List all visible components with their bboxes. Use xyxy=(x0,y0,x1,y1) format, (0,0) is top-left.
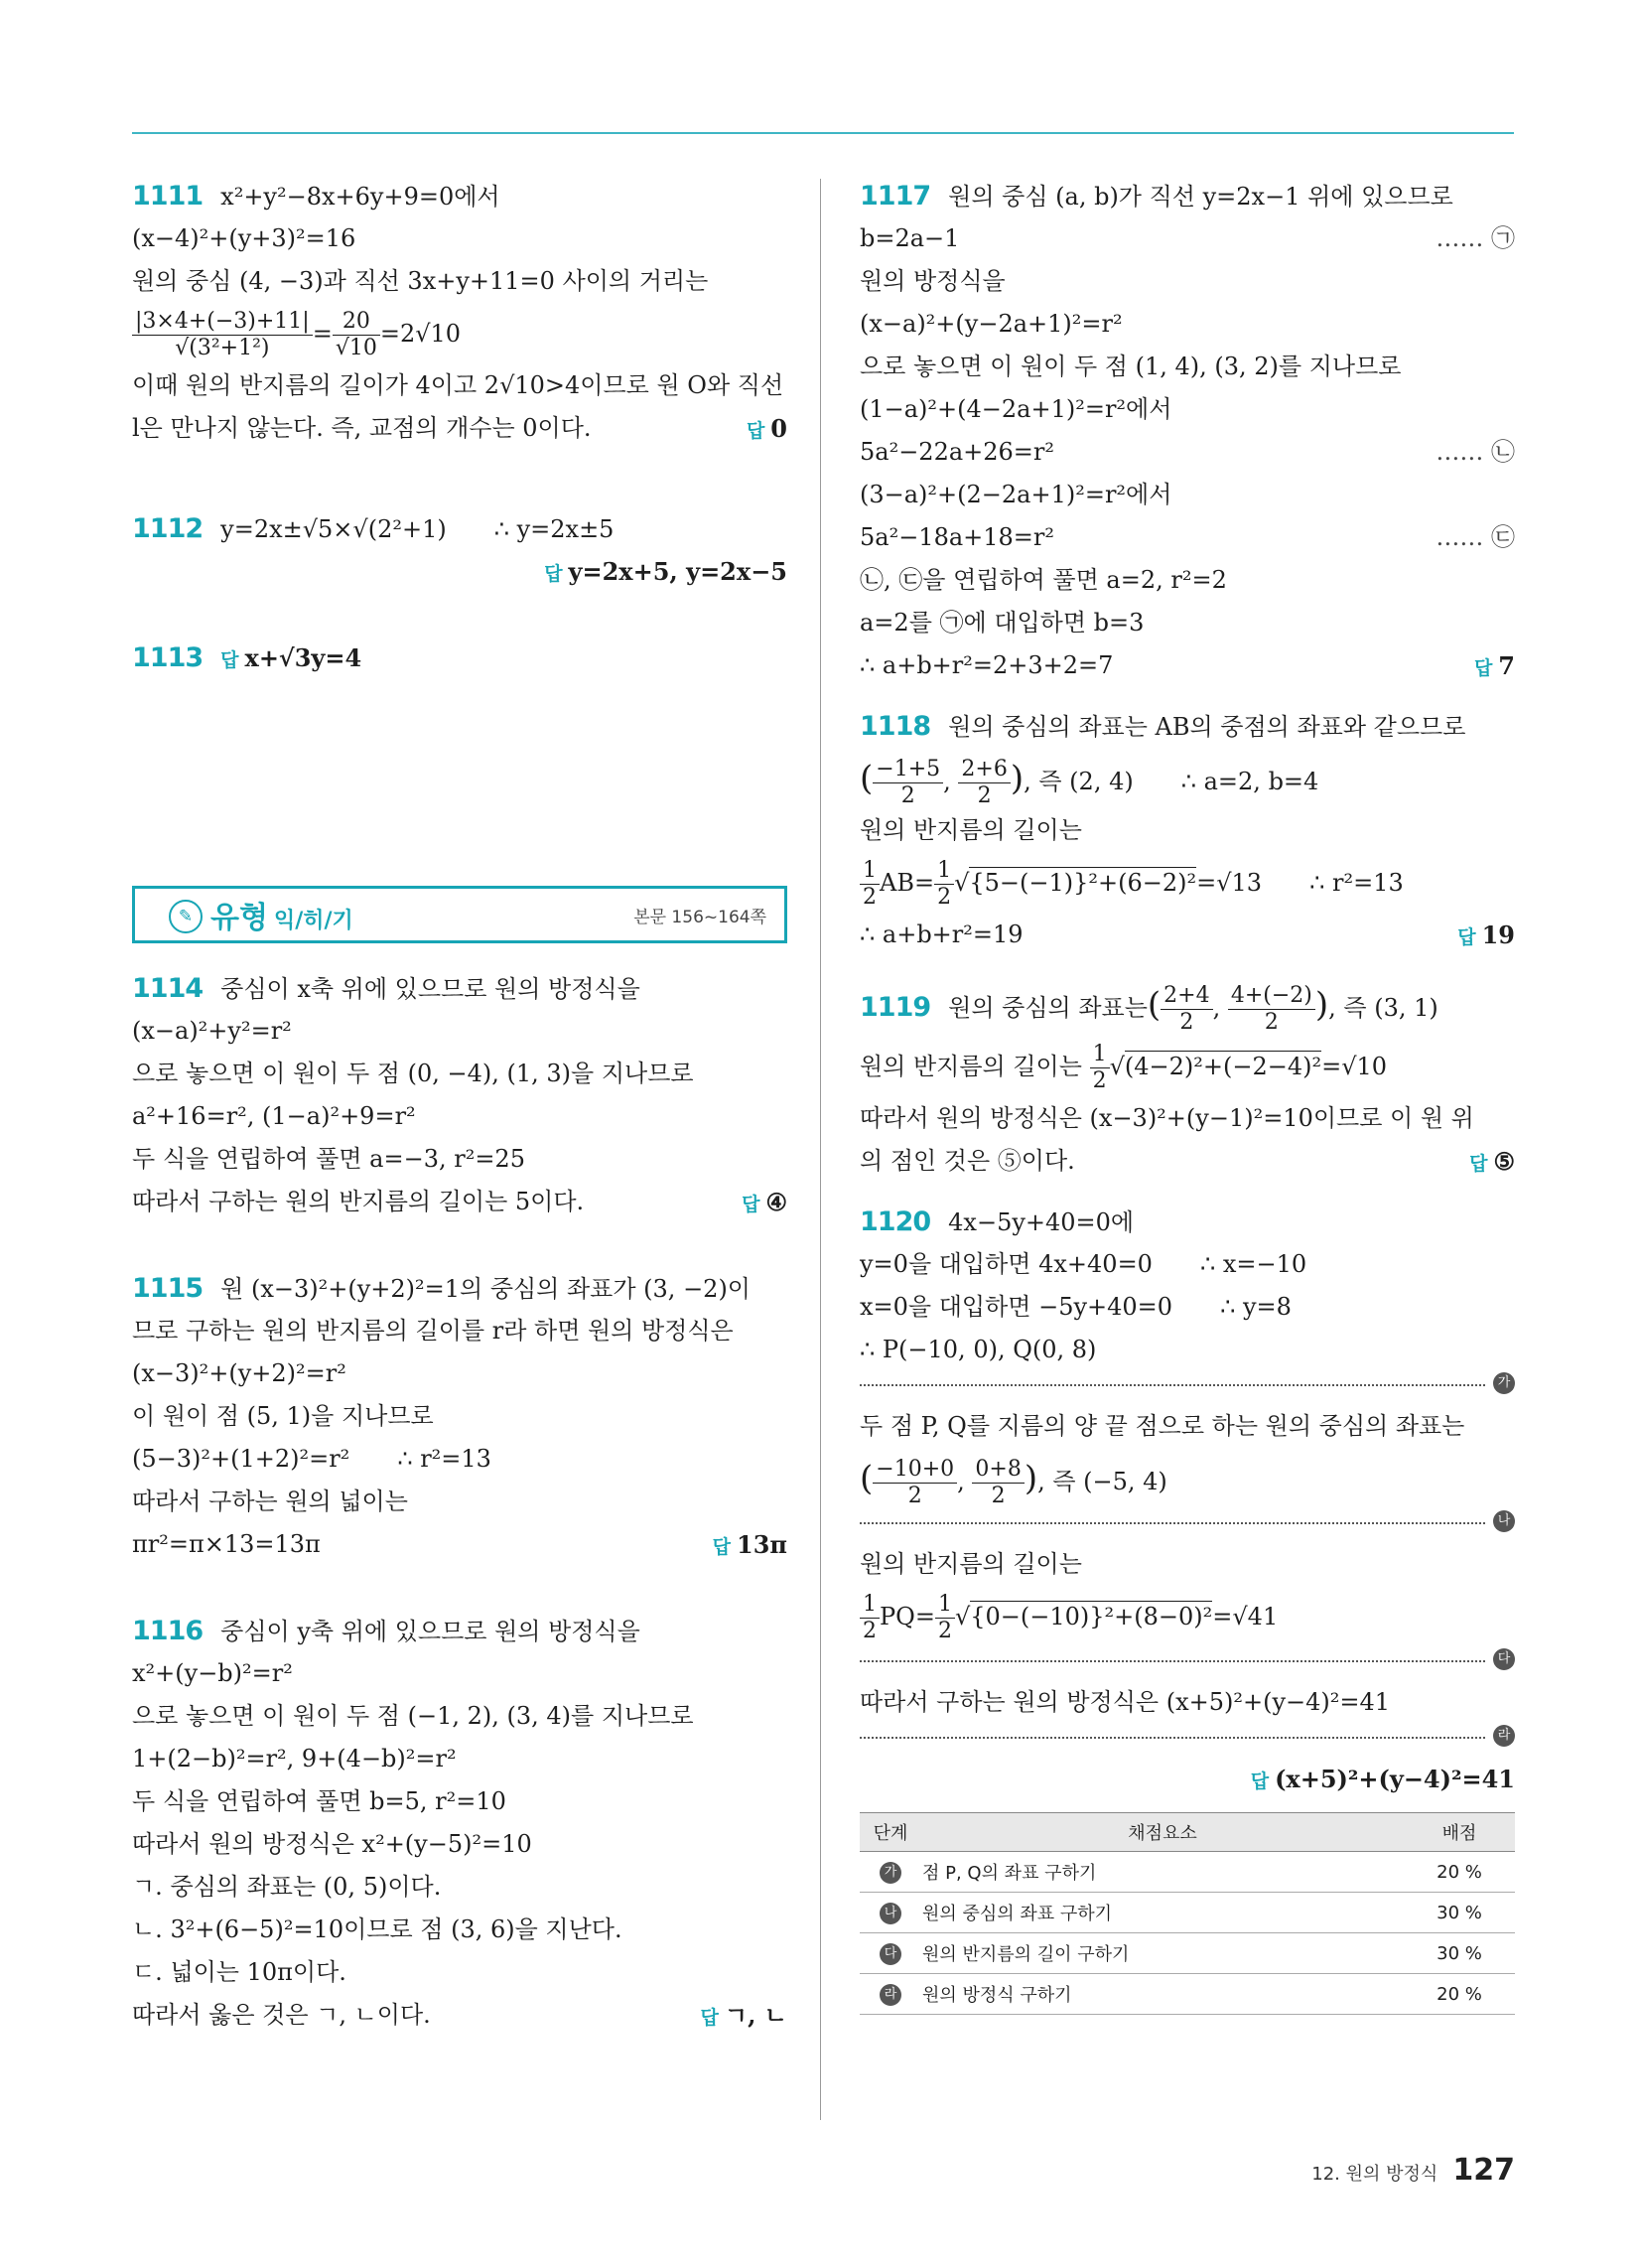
right-column xyxy=(860,175,1515,2015)
problem-number: 1119 xyxy=(860,992,931,1023)
problem-1112: 1112 y=2x±√5×√(2²+1) ∴ y=2x±5 답 y=2x+5, y=2x−5 xyxy=(132,507,787,593)
radius-formula: $\frac{1}{2}$ AB= $\frac{1}{2}$ √{5−(−1)}²+(6−2)²=√13 ∴ r²=13 xyxy=(860,852,1515,914)
problem-number: 1115 xyxy=(132,1273,204,1304)
answer: 답 19 xyxy=(1457,921,1515,949)
step-separator xyxy=(860,1513,1515,1533)
problem-number: 1113 xyxy=(132,642,204,673)
problem-1118: 1118 원의 중심의 좌표는 AB의 중점의 좌표와 같으므로 ( $\frac{-1+5}{2}$ , $\frac{2+6}{2}$ ), 즉 (2, 4) ∴ a=2, b=4 원의 반지름의 길이는 $\frac{1}{2}$ AB= $\frac{1}{2}$ √{5−(−1)}²+(6−2)²=√13 ∴ r²=13 ∴ a+b+r²=19 답 19 xyxy=(860,705,1515,956)
problem-number: 1116 xyxy=(132,1616,204,1646)
problem-1116: 1116 중심이 y축 위에 있으므로 원의 방정식을 x²+(y−b)²=r² 으로 놓으면 이 원이 두 점 (−1, 2), (3, 4)를 지나므로 1+(2−b)²=r², 9+(4−b)²=r² 두 식을 연립하여 풀면 b=5, r²=10 따라서 원의 방정식은 x²+(y−5)²=10 ㄱ. 중심의 좌표는 (0, 5)이다. ㄴ. 3²+(6−5)²=10이므로 점 (3, 6)을 지난다. ㄷ. 넓이는 10π이다. 따라서 옳은 것은 ㄱ, ㄴ이다. 답 ㄱ, ㄴ xyxy=(132,1610,787,2037)
step-separator xyxy=(860,1375,1515,1395)
step-marker: 라 xyxy=(1493,1725,1515,1747)
step-marker: 나 xyxy=(1493,1510,1515,1532)
left-column xyxy=(132,175,787,2037)
step-marker: 다 xyxy=(1493,1648,1515,1670)
step-separator xyxy=(860,1651,1515,1671)
problem-number: 1112 xyxy=(132,513,204,544)
table-header: 배점 xyxy=(1404,1813,1515,1852)
problem-1115: 1115 원 (x−3)²+(y+2)²=1의 중심의 좌표가 (3, −2)이 므로 구하는 원의 반지름의 길이를 r라 하면 원의 방정식은 (x−3)²+(y+2)²=r² 이 원이 점 (5, 1)을 지나므로 (5−3)²+(1+2)²=r² ∴ r²=13 따라서 구하는 원의 넓이는 πr²=π×13=13π 답 13π xyxy=(132,1267,787,1566)
page-footer xyxy=(1311,2153,1515,2188)
answer: 답 (x+5)²+(y−4)²=41 xyxy=(1250,1765,1515,1793)
answer: 답 y=2x+5, y=2x−5 xyxy=(544,557,787,586)
problem-1117: 1117 원의 중심 (a, b)가 직선 y=2x−1 위에 있으므로 b=2a−1 …… ㉠ 원의 방정식을 (x−a)²+(y−2a+1)²=r² 으로 놓으면 이 원이 두 점 (1, 4), (3, 2)를 지나므로 (1−a)²+(4−2a+1)²=r²에서 5a²−22a+26=r² …… ㉡ (3−a)²+(2−2a+1)²=r²에서 5a²−18a+18=r² …… ㉢ ㉡, ㉢을 연립하여 풀면 a=2, r²=2 a=2를 ㉠에 대입하면 b=3 ∴ a+b+r²=2+3+2=7 답 7 xyxy=(860,175,1515,687)
midpoint-formula: ( $\frac{-1+5}{2}$ , $\frac{2+6}{2}$ ), 즉 (2, 4) ∴ a=2, b=4 xyxy=(860,757,1319,808)
step-separator xyxy=(860,1728,1515,1748)
table-row: 라 원의 방정식 구하기 20 % xyxy=(860,1974,1515,2015)
distance-formula: $\frac{|3\times 4+(-3)+11|}{\text{√(3²+1²)}}$ = $\frac{20}{√10}$ =2√10 xyxy=(132,303,787,364)
top-rule xyxy=(132,132,1514,134)
scoring-table xyxy=(860,1812,1515,2015)
section-reference: 본문 156~164쪽 xyxy=(633,908,766,927)
problem-number: 1117 xyxy=(860,181,931,212)
problem-1120: 1120 4x−5y+40=0에 y=0을 대입하면 4x+40=0 ∴ x=−10 x=0을 대입하면 −5y+40=0 ∴ y=8 ∴ P(−10, 0), Q(0, 8) 가 두 점 P, Q를 지름의 양 끝 점으로 하는 원의 중심의 좌표는 ( $\frac{-10+0}{2}$ , $\frac{0+8}{2}$ ), 즉 (−5, 4) 나 원의 반지름의 길이는 $\frac{1}{2}$ PQ= $\frac{1}{2}$ √{0−(−10)}²+(8−0)²=√41 다 따라서 구하는 원의 방정식은 (x+5)²+(y−4)²=41 라 답 (x+5)²+(y−4)²=41 단계 채점요소 배점 가 점 P, Q의 좌표 구하기 20 % 나 원의 중심의 좌표 구하기 30 % 다 원의 반지름의 길이 구하기 30 % 라 원의 방정식 구하기 20 % xyxy=(860,1201,1515,2015)
problem-number: 1120 xyxy=(860,1206,931,1237)
answer: 답 13π xyxy=(712,1530,787,1559)
problem-number: 1111 xyxy=(132,181,204,212)
answer: 답 7 xyxy=(1473,651,1515,680)
answer: 답 ㄱ, ㄴ xyxy=(700,2001,787,2030)
table-row: 가 점 P, Q의 좌표 구하기 20 % xyxy=(860,1852,1515,1893)
chapter-title: 12. 원의 방정식 xyxy=(1311,2164,1438,2185)
problem-1114: 1114 중심이 x축 위에 있으므로 원의 방정식을 (x−a)²+y²=r² 으로 놓으면 이 원이 두 점 (0, −4), (1, 3)을 지나므로 a²+16=r², (1−a)²+9=r² 두 식을 연립하여 풀면 a=−3, r²=25 따라서 구하는 원의 반지름의 길이는 5이다. 답 ④ xyxy=(132,967,787,1223)
answer: 답 0 xyxy=(746,414,787,443)
problem-1119: 1119 원의 중심의 좌표는( $\frac{2+4}{2}$ , $\frac{4+(-2)}{2}$ ), 즉 (3, 1) 원의 반지름의 길이는 $\frac{1}{2}$ √(4−2)²+(−2−4)²=√10 따라서 원의 방정식은 (x−3)²+(y−1)²=10이므로 이 원 위 의 점인 것은 ⑤이다. 답 ⑤ xyxy=(860,974,1515,1183)
problem-number: 1118 xyxy=(860,711,931,742)
table-row: 나 원의 중심의 좌표 구하기 30 % xyxy=(860,1893,1515,1933)
problem-1111: 1111 x²+y²−8x+6y+9=0에서 (x−4)²+(y+3)²=16 원의 중심 (4, −3)과 직선 3x+y+11=0 사이의 거리는 $\frac{|3\times 4+(-3)+11|}{\text{√(3²+1²)}}$ = $\frac{20}{√10}$ =2√10 이때 원의 반지름의 길이가 4이고 2√10>4이므로 원 O와 직선 l은 만나지 않는다. 즉, 교점의 개수는 0이다. 답 0 xyxy=(132,175,787,450)
step-marker: 가 xyxy=(1493,1372,1515,1394)
answer: 답 ⑤ xyxy=(1469,1147,1515,1176)
answer: 답 ④ xyxy=(742,1188,787,1216)
pencil-note-icon: ✎ xyxy=(169,900,203,933)
problem-1113: 1113 답 x+√3y=4 xyxy=(132,642,362,673)
table-header: 채점요소 xyxy=(921,1813,1404,1852)
table-row: 다 원의 반지름의 길이 구하기 30 % xyxy=(860,1933,1515,1974)
column-divider xyxy=(820,179,821,2120)
problem-number: 1114 xyxy=(132,973,204,1004)
section-header: ✎ 유형 익/히/기 본문 156~164쪽 xyxy=(132,886,787,943)
table-header: 단계 xyxy=(860,1813,921,1852)
page-number: 127 xyxy=(1452,2153,1515,2188)
